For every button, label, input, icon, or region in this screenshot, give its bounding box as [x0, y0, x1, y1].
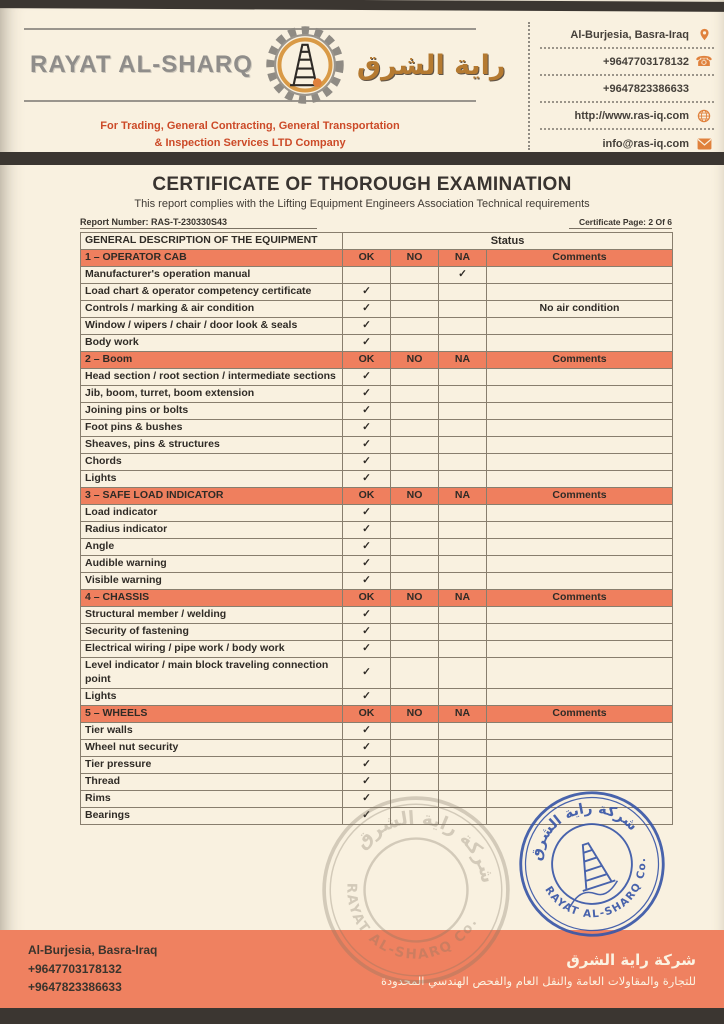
column-header-comments: Comments [487, 250, 673, 267]
item-label: Tier walls [81, 722, 343, 739]
column-header-na: NA [439, 705, 487, 722]
item-label: Lights [81, 471, 343, 488]
ok-checkmark: ✓ [343, 573, 391, 590]
no-checkmark [391, 624, 439, 641]
column-header-status: Status [343, 233, 673, 250]
ok-checkmark: ✓ [343, 688, 391, 705]
item-label: Foot pins & bushes [81, 420, 343, 437]
na-checkmark [439, 607, 487, 624]
column-header-ok: OK [343, 488, 391, 505]
section-header-row [81, 705, 673, 722]
item-comment [487, 539, 673, 556]
ok-checkmark: ✓ [343, 739, 391, 756]
item-comment [487, 386, 673, 403]
no-checkmark [391, 386, 439, 403]
no-checkmark [391, 403, 439, 420]
ok-checkmark: ✓ [343, 505, 391, 522]
item-comment [487, 756, 673, 773]
item-label: Security of fastening [81, 624, 343, 641]
item-label: Thread [81, 773, 343, 790]
section-header-row [81, 352, 673, 369]
na-checkmark [439, 420, 487, 437]
item-label: Load chart & operator competency certificate [81, 284, 343, 301]
section-title: 3 – SAFE LOAD INDICATOR [81, 488, 343, 505]
section-header-row [81, 590, 673, 607]
brand-block [24, 22, 524, 150]
item-comment [487, 722, 673, 739]
item-comment [487, 641, 673, 658]
item-comment [487, 739, 673, 756]
ok-checkmark: ✓ [343, 790, 391, 807]
na-checkmark [439, 386, 487, 403]
na-checkmark [439, 335, 487, 352]
no-checkmark [391, 318, 439, 335]
ok-checkmark: ✓ [343, 301, 391, 318]
no-checkmark [391, 556, 439, 573]
item-label: Tier pressure [81, 756, 343, 773]
contact-panel [528, 22, 714, 150]
phone-icon: ☎ [695, 53, 713, 70]
item-comment [487, 607, 673, 624]
item-comment [487, 437, 673, 454]
contact-address: Al-Burjesia, Basra-Iraq [540, 22, 714, 49]
no-checkmark [391, 688, 439, 705]
item-comment [487, 522, 673, 539]
contact-email: info@ras-iq.com [540, 130, 714, 157]
na-checkmark [439, 403, 487, 420]
column-header-ok: OK [343, 705, 391, 722]
column-header-no: NO [391, 488, 439, 505]
footer-phone-2: +9647823386633 [28, 980, 122, 995]
ok-checkmark: ✓ [343, 420, 391, 437]
item-label: Rims [81, 790, 343, 807]
item-label: Window / wipers / chair / door look & seals [81, 318, 343, 335]
na-checkmark [439, 505, 487, 522]
item-label: Load indicator [81, 505, 343, 522]
certificate-subtitle: This report complies with the Lifting Equipment Engineers Association Technical requirements [134, 198, 590, 210]
item-label: Visible warning [81, 573, 343, 590]
contact-website: http://www.ras-iq.com [540, 103, 714, 130]
ok-checkmark: ✓ [343, 335, 391, 352]
equipment-row [81, 369, 673, 386]
ok-checkmark: ✓ [343, 284, 391, 301]
item-label: Joining pins or bolts [81, 403, 343, 420]
svg-text:RAYAT AL-SHARQ Co.: RAYAT AL-SHARQ Co. [343, 882, 482, 963]
na-checkmark [439, 641, 487, 658]
column-header-na: NA [439, 250, 487, 267]
ok-checkmark: ✓ [343, 437, 391, 454]
report-number: Report Number: RAS-T-230330S43 [80, 217, 317, 229]
na-checkmark [439, 756, 487, 773]
no-checkmark [391, 607, 439, 624]
equipment-row [81, 386, 673, 403]
equipment-row [81, 722, 673, 739]
equipment-row [81, 505, 673, 522]
item-comment [487, 267, 673, 284]
no-checkmark [391, 284, 439, 301]
column-header-na: NA [439, 352, 487, 369]
ok-checkmark: ✓ [343, 556, 391, 573]
item-label: Jib, boom, turret, boom extension [81, 386, 343, 403]
item-comment [487, 369, 673, 386]
item-label: Sheaves, pins & structures [81, 437, 343, 454]
footer-contact-block [28, 941, 157, 997]
company-tagline [24, 118, 476, 152]
item-label: Angle [81, 539, 343, 556]
column-header-no: NO [391, 705, 439, 722]
equipment-table-body [81, 250, 673, 824]
column-header-no: NO [391, 590, 439, 607]
table-header-row [81, 233, 673, 250]
na-checkmark [439, 471, 487, 488]
na-checkmark [439, 688, 487, 705]
ok-checkmark: ✓ [343, 773, 391, 790]
equipment-row [81, 301, 673, 318]
svg-text:شركة راية الشرق: شركة راية الشرق [528, 800, 641, 862]
contact-phone-1: +9647703178132 ☎ [540, 49, 714, 76]
ok-checkmark: ✓ [343, 522, 391, 539]
na-checkmark [439, 522, 487, 539]
equipment-row [81, 624, 673, 641]
no-checkmark [391, 573, 439, 590]
no-checkmark [391, 369, 439, 386]
item-label: Radius indicator [81, 522, 343, 539]
column-header-comments: Comments [487, 488, 673, 505]
na-checkmark [439, 722, 487, 739]
equipment-row [81, 641, 673, 658]
no-checkmark [391, 454, 439, 471]
certificate-title: CERTIFICATE OF THOROUGH EXAMINATION [152, 174, 572, 195]
ok-checkmark: ✓ [343, 607, 391, 624]
item-label: Level indicator / main block traveling connection point [81, 658, 343, 688]
na-checkmark [439, 454, 487, 471]
section-header-row [81, 488, 673, 505]
icon-spacer [696, 81, 712, 97]
item-label: Structural member / welding [81, 607, 343, 624]
item-label: Controls / marking & air condition [81, 301, 343, 318]
company-logo-gear-icon [261, 21, 349, 109]
globe-icon [696, 108, 712, 124]
equipment-row [81, 756, 673, 773]
equipment-row [81, 607, 673, 624]
footer-phone-1: +9647703178132 [28, 961, 122, 976]
na-checkmark [439, 318, 487, 335]
no-checkmark [391, 739, 439, 756]
column-header-ok: OK [343, 352, 391, 369]
item-comment [487, 454, 673, 471]
ok-checkmark: ✓ [343, 624, 391, 641]
header [0, 0, 724, 150]
no-checkmark [391, 301, 439, 318]
no-checkmark [391, 722, 439, 739]
no-checkmark [391, 539, 439, 556]
section-title: 2 – Boom [81, 352, 343, 369]
column-header-na: NA [439, 488, 487, 505]
ok-checkmark: ✓ [343, 807, 391, 824]
no-checkmark [391, 267, 439, 284]
equipment-row [81, 471, 673, 488]
item-label: Chords [81, 454, 343, 471]
item-label: Bearings [81, 807, 343, 824]
na-checkmark [439, 284, 487, 301]
na-checkmark [439, 539, 487, 556]
item-label: Head section / root section / intermediate sections [81, 369, 343, 386]
column-header-no: NO [391, 352, 439, 369]
na-checkmark [439, 624, 487, 641]
equipment-row [81, 403, 673, 420]
column-header-na: NA [439, 590, 487, 607]
equipment-row [81, 318, 673, 335]
item-comment [487, 505, 673, 522]
stamp-derrick-icon [569, 839, 615, 891]
equipment-row [81, 658, 673, 688]
equipment-row [81, 335, 673, 352]
no-checkmark [391, 522, 439, 539]
tagline-line2: & Inspection Services LTD Company [154, 137, 346, 150]
equipment-table [80, 232, 673, 825]
na-checkmark [439, 658, 487, 688]
column-header-description: GENERAL DESCRIPTION OF THE EQUIPMENT [81, 233, 343, 250]
ok-checkmark: ✓ [343, 471, 391, 488]
item-comment [487, 318, 673, 335]
column-header-comments: Comments [487, 590, 673, 607]
item-label: Audible warning [81, 556, 343, 573]
na-checkmark [439, 301, 487, 318]
na-checkmark [439, 773, 487, 790]
item-comment [487, 420, 673, 437]
ok-checkmark: ✓ [343, 454, 391, 471]
equipment-row [81, 454, 673, 471]
section-title: 4 – CHASSIS [81, 590, 343, 607]
item-comment [487, 688, 673, 705]
ok-checkmark: ✓ [343, 641, 391, 658]
no-checkmark [391, 756, 439, 773]
item-comment [487, 556, 673, 573]
ok-checkmark: ✓ [343, 658, 391, 688]
item-label: Body work [81, 335, 343, 352]
no-checkmark [391, 420, 439, 437]
column-header-ok: OK [343, 590, 391, 607]
item-comment [487, 573, 673, 590]
ok-checkmark: ✓ [343, 369, 391, 386]
brand-row [24, 28, 506, 102]
item-comment [487, 284, 673, 301]
section-header-row [81, 250, 673, 267]
ok-checkmark [343, 267, 391, 284]
svg-text:شركة راية الشرق: شركة راية الشرق [351, 807, 499, 886]
certificate-page-indicator: Certificate Page: 2 Of 6 [569, 217, 672, 229]
column-header-comments: Comments [487, 352, 673, 369]
equipment-row [81, 688, 673, 705]
equipment-row [81, 267, 673, 284]
company-name: RAYAT AL-SHARQ [30, 51, 253, 78]
no-checkmark [391, 437, 439, 454]
bottom-scan-bar [0, 1008, 724, 1024]
no-checkmark [391, 505, 439, 522]
item-comment [487, 658, 673, 688]
equipment-row [81, 573, 673, 590]
svg-text:RAYAT AL-SHARQ Co.: RAYAT AL-SHARQ Co. [542, 856, 649, 921]
no-checkmark [391, 471, 439, 488]
equipment-row [81, 739, 673, 756]
no-checkmark [391, 658, 439, 688]
equipment-row [81, 437, 673, 454]
column-header-ok: OK [343, 250, 391, 267]
item-label: Electrical wiring / pipe work / body work [81, 641, 343, 658]
location-pin-icon [696, 27, 712, 43]
ok-checkmark: ✓ [343, 386, 391, 403]
na-checkmark [439, 437, 487, 454]
equipment-row [81, 420, 673, 437]
item-comment [487, 624, 673, 641]
section-title: 1 – OPERATOR CAB [81, 250, 343, 267]
item-comment [487, 403, 673, 420]
na-checkmark: ✓ [439, 267, 487, 284]
contact-phone-2: +9647823386633 [540, 76, 714, 103]
ok-checkmark: ✓ [343, 756, 391, 773]
report-meta-row [80, 217, 672, 229]
no-checkmark [391, 335, 439, 352]
item-comment: No air condition [487, 301, 673, 318]
na-checkmark [439, 739, 487, 756]
ok-checkmark: ✓ [343, 318, 391, 335]
email-icon [696, 136, 712, 152]
na-checkmark [439, 369, 487, 386]
column-header-no: NO [391, 250, 439, 267]
item-label: Lights [81, 688, 343, 705]
item-comment [487, 471, 673, 488]
no-checkmark [391, 641, 439, 658]
footer-tagline-arabic: للتجارة والمقاولات العامة والنقل العام والفحص الهندسي المحدودة [380, 973, 696, 988]
na-checkmark [439, 573, 487, 590]
footer-address: Al-Burjesia, Basra-Iraq [28, 943, 158, 958]
item-label: Wheel nut security [81, 739, 343, 756]
equipment-row [81, 284, 673, 301]
equipment-row [81, 556, 673, 573]
item-comment [487, 335, 673, 352]
column-header-comments: Comments [487, 705, 673, 722]
ok-checkmark: ✓ [343, 403, 391, 420]
section-title: 5 – WHEELS [81, 705, 343, 722]
tagline-line1: For Trading, General Contracting, General Transportation [100, 120, 400, 132]
equipment-row [81, 522, 673, 539]
item-label: Manufacturer's operation manual [81, 267, 343, 284]
equipment-row [81, 539, 673, 556]
ok-checkmark: ✓ [343, 539, 391, 556]
company-name-arabic: راية الشرق [356, 49, 506, 81]
footer-company-arabic: شركة راية الشرق [566, 950, 696, 969]
ok-checkmark: ✓ [343, 722, 391, 739]
na-checkmark [439, 556, 487, 573]
